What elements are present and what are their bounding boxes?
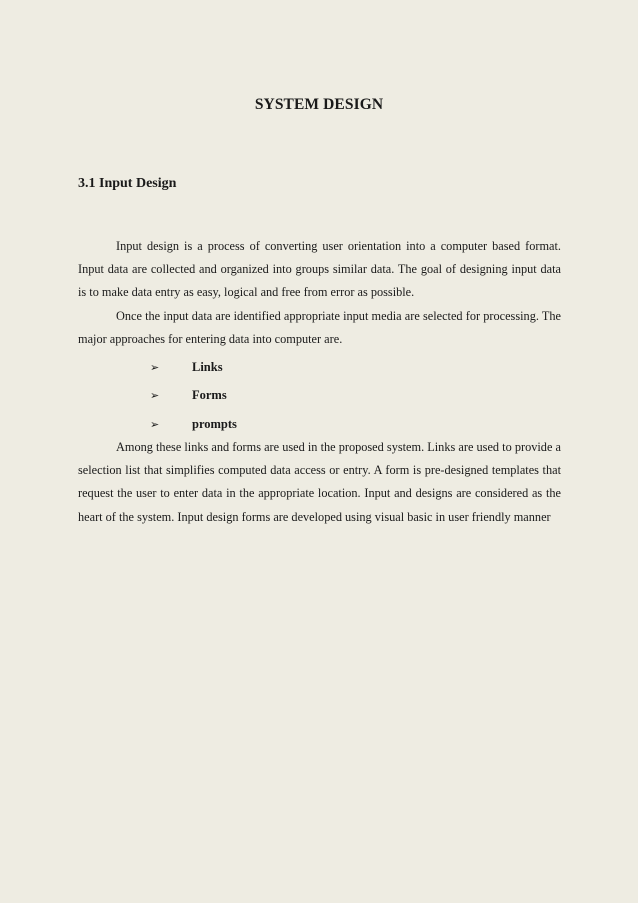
list-item — [150, 382, 237, 411]
approaches-list — [150, 353, 237, 439]
list-item-label: Links — [192, 359, 223, 374]
list-item-label: prompts — [192, 416, 237, 431]
arrow-bullet-icon: ➢ — [150, 361, 160, 374]
list-item — [150, 353, 237, 382]
page-title: SYSTEM DESIGN — [254, 96, 384, 113]
arrow-bullet-icon: ➢ — [150, 390, 160, 403]
paragraph-links-and-forms: Among these links and forms are used in the proposed system. Links are used to provide a selection list that simplifies computed data access or entry. A form is pre-designed templates that request the user to enter data in the appropriate location. Input and designs are considered as the heart of the system. Input design forms are developed using visual basic in user friendly manner — [78, 440, 561, 524]
list-item — [150, 410, 237, 439]
paragraph-input-approaches: Once the input data are identified appropriate input media are selected for processing. The major approaches for entering data into computer are. — [78, 309, 561, 347]
paragraph-input-design-definition: Input design is a process of converting user orientation into a computer based format. Input data are collected and organized into groups similar data. The goal of designing input data is to make data entry as easy, logical and free from error as possible. — [78, 239, 561, 300]
arrow-bullet-icon: ➢ — [150, 418, 160, 431]
section-heading: 3.1 Input Design — [78, 176, 177, 191]
list-item-label: Forms — [192, 388, 227, 403]
